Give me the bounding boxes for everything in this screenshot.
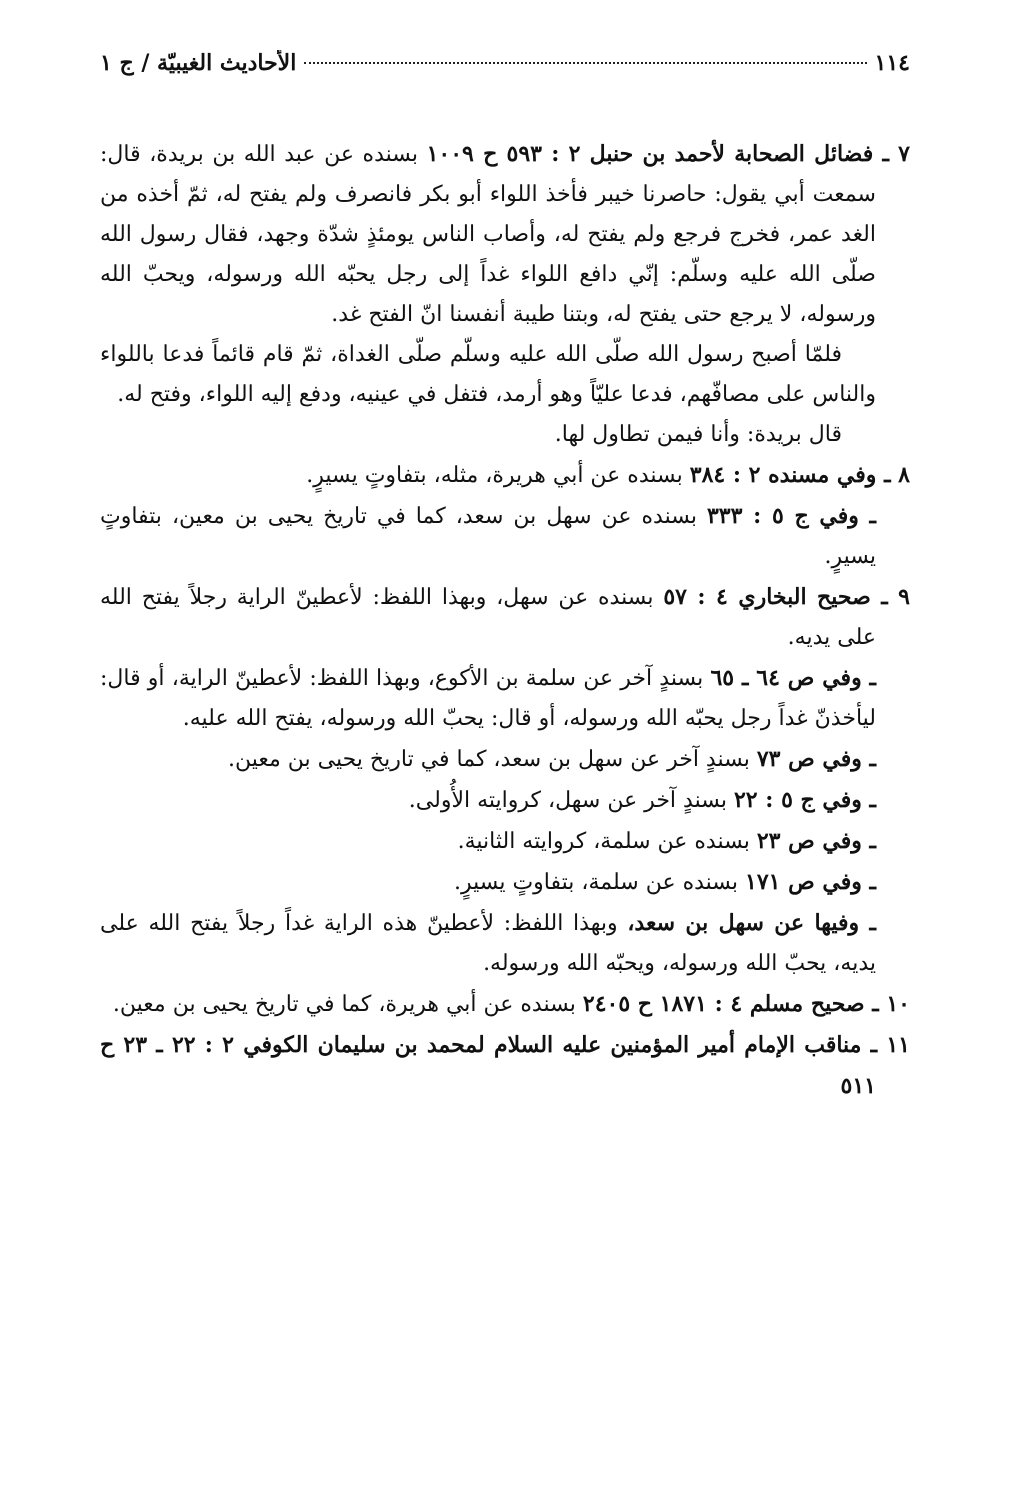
entry-text: بسنده عن أبي هريرة، مثله، بتفاوتٍ يسيرٍ. [306,463,690,488]
entry-lead: ٩ ـ صحيح البخاري ٤ : ٥٧ [663,584,910,610]
entry-lead: ـ وفيها عن سهل بن سعد، [627,910,876,936]
entry-8-sub [100,496,910,577]
entry-lead: ـ وفي ص ٦٤ ـ ٦٥ [710,665,876,691]
entry-lead: ـ وفي ج ٥ : ٢٢ [733,787,876,813]
page-body [100,134,910,1107]
entry-9-sub-6 [100,903,910,984]
entry-lead: ـ وفي ص ١٧١ [745,869,876,895]
entry-text: بسنده عن سلمة، كروايته الثانية. [457,829,757,854]
running-header [100,50,910,92]
entry-text: بسندٍ آخر عن سهل، كروايته الأُولى. [408,788,734,813]
running-title: الأحاديث الغيبيّة / ج ١ [100,50,297,76]
entry-lead: ـ وفي ص ٢٣ [756,828,876,854]
entry-lead: ـ وفي ص ٧٣ [756,746,876,772]
entry-lead: ـ وفي ج ٥ : ٣٣٣ [706,503,876,529]
entry-lead: ٧ ـ فضائل الصحابة لأحمد بن حنبل ٢ : ٥٩٣ ح ١٠٠٩ [426,141,910,167]
book-page [100,50,910,1107]
entry-lead: ١١ ـ مناقب الإمام أمير المؤمنين عليه السلام لمحمد بن سليمان الكوفي ٢ : ٢٢ ـ ٢٣ ح ٥١١ [100,1032,910,1099]
page-number: ١١٤ [874,50,910,76]
entry-9-sub-4 [100,821,910,862]
entry-text: فلمّا أصبح رسول الله صلّى الله عليه وسلّم صلّى الغداة، ثمّ قام قائماً فدعا باللواء والناس على مصافّهم، فدعا عليّاً وهو أرمد، فتفل في عينيه، ودفع إليه اللواء، وفتح له. [100,342,876,407]
entry-9-sub-1 [100,658,910,739]
entry-9-sub-5 [100,862,910,903]
entry-text: قال بريدة: وأنا فيمن تطاول لها. [554,422,842,447]
entry-7-continuation [100,335,910,415]
entry-9-sub-2 [100,739,910,780]
entry-7-buraidah-remark [100,415,910,455]
entry-text: بسنده عن أبي هريرة، كما في تاريخ يحيى بن معين. [112,992,583,1017]
entry-10 [100,984,910,1025]
entry-8 [100,455,910,496]
entry-text: وبهذا اللفظ: لأعطينّ هذه الراية غداً رجلاً يفتح الله على يديه، يحبّ الله ورسوله، ويحبّه الله ورسوله. [100,911,876,976]
entry-lead: ٨ ـ وفي مسنده ٢ : ٣٨٤ [689,462,910,488]
entry-text: بسنده عن سهل بن سعد، كما في تاريخ يحيى بن معين، بتفاوتٍ يسيرٍ. [100,504,876,569]
entry-9-sub-3 [100,780,910,821]
entry-7 [100,134,910,335]
entry-text: بسنده عن سلمة، بتفاوتٍ يسيرٍ. [453,870,746,895]
entry-text: بسندٍ آخر عن سلمة بن الأكوع، وبهذا اللفظ: لأعطينّ الراية، أو قال: ليأخذنّ غداً رجل يحبّه الله ورسوله، أو قال: يحبّ الله ورسوله، يفتح الله عليه. [100,666,876,731]
entry-11 [100,1025,910,1107]
entry-text: بسندٍ آخر عن سهل بن سعد، كما في تاريخ يحيى بن معين. [228,747,757,772]
entry-text: بسنده عن عبد الله بن بريدة، قال: سمعت أبي يقول: حاصرنا خيبر فأخذ اللواء أبو بكر فانصرف ولم يفتح له، ثمّ أخذه من الغد عمر، فخرج فرجع ولم يفتح له، وأصاب الناس يومئذٍ شدّة وجهد، فقال رسول الله صلّى الله عليه وسلّم: إنّي دافع اللواء غداً إلى رجل يحبّه الله ورسوله، ويحبّ الله ورسوله، لا يرجع حتى يفتح له، وبتنا طيبة أنفسنا انّ الفتح غد. [100,142,876,327]
entry-text: بسنده عن سهل، وبهذا اللفظ: لأعطينّ الراية رجلاً يفتح الله على يديه. [100,585,876,650]
leader-dots [304,62,866,64]
entry-9 [100,577,910,658]
entry-lead: ١٠ ـ صحيح مسلم ٤ : ١٨٧١ ح ٢٤٠٥ [582,991,910,1017]
